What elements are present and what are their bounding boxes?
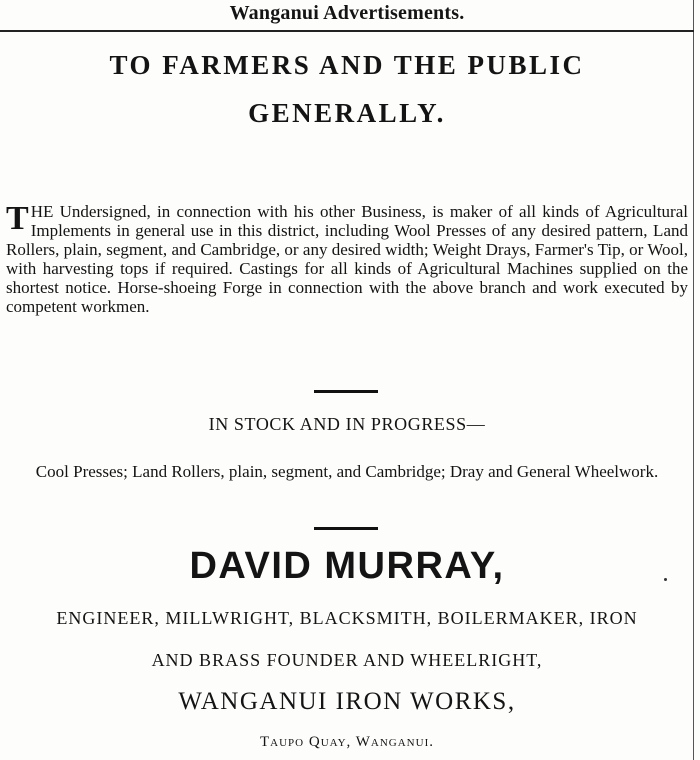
advert-title-line-1: TO FARMERS AND THE PUBLIC (109, 50, 585, 80)
trades-line-1: ENGINEER, MILLWRIGHT, BLACKSMITH, BOILERMAKER, IRON (56, 608, 638, 628)
drop-cap: T (6, 200, 29, 237)
trades-line-2: AND BRASS FOUNDER AND WHEELRIGHT, (151, 650, 543, 670)
section-divider (314, 390, 378, 393)
header-divider (0, 30, 694, 32)
section-divider (314, 527, 378, 530)
stock-heading: IN STOCK AND IN PROGRESS— (208, 414, 486, 434)
advertiser-name: DAVID MURRAY, (189, 545, 505, 587)
address: Taupo Quay, Wanganui. (260, 734, 434, 750)
works-name: WANGANUI IRON WORKS, (178, 688, 516, 715)
running-head: Wanganui Advertisements. (229, 2, 465, 24)
print-speck (664, 578, 667, 581)
stock-list: Cool Presses; Land Rollers, plain, segment, and Cambridge; Dray and General Wheelwork. (35, 462, 659, 481)
advert-body (6, 202, 688, 316)
advert-title-line-2: GENERALLY. (248, 98, 446, 128)
advert-body-text: HE Undersigned, in connection with his other Business, is maker of all kinds of Agricultural Implements in general use in this district, including Wool Presses of any desired pattern, Land Rollers, plain, segment, and Cambridge, or any desired width; Weight Drays, Farmer's Tip, or Wool, with harvesting tops if required. Castings for all kinds of Agricultural Machines supplied on the shortest notice. Horse-shoeing Forge in connection with the above branch and work executed by competent workmen. (6, 202, 688, 316)
